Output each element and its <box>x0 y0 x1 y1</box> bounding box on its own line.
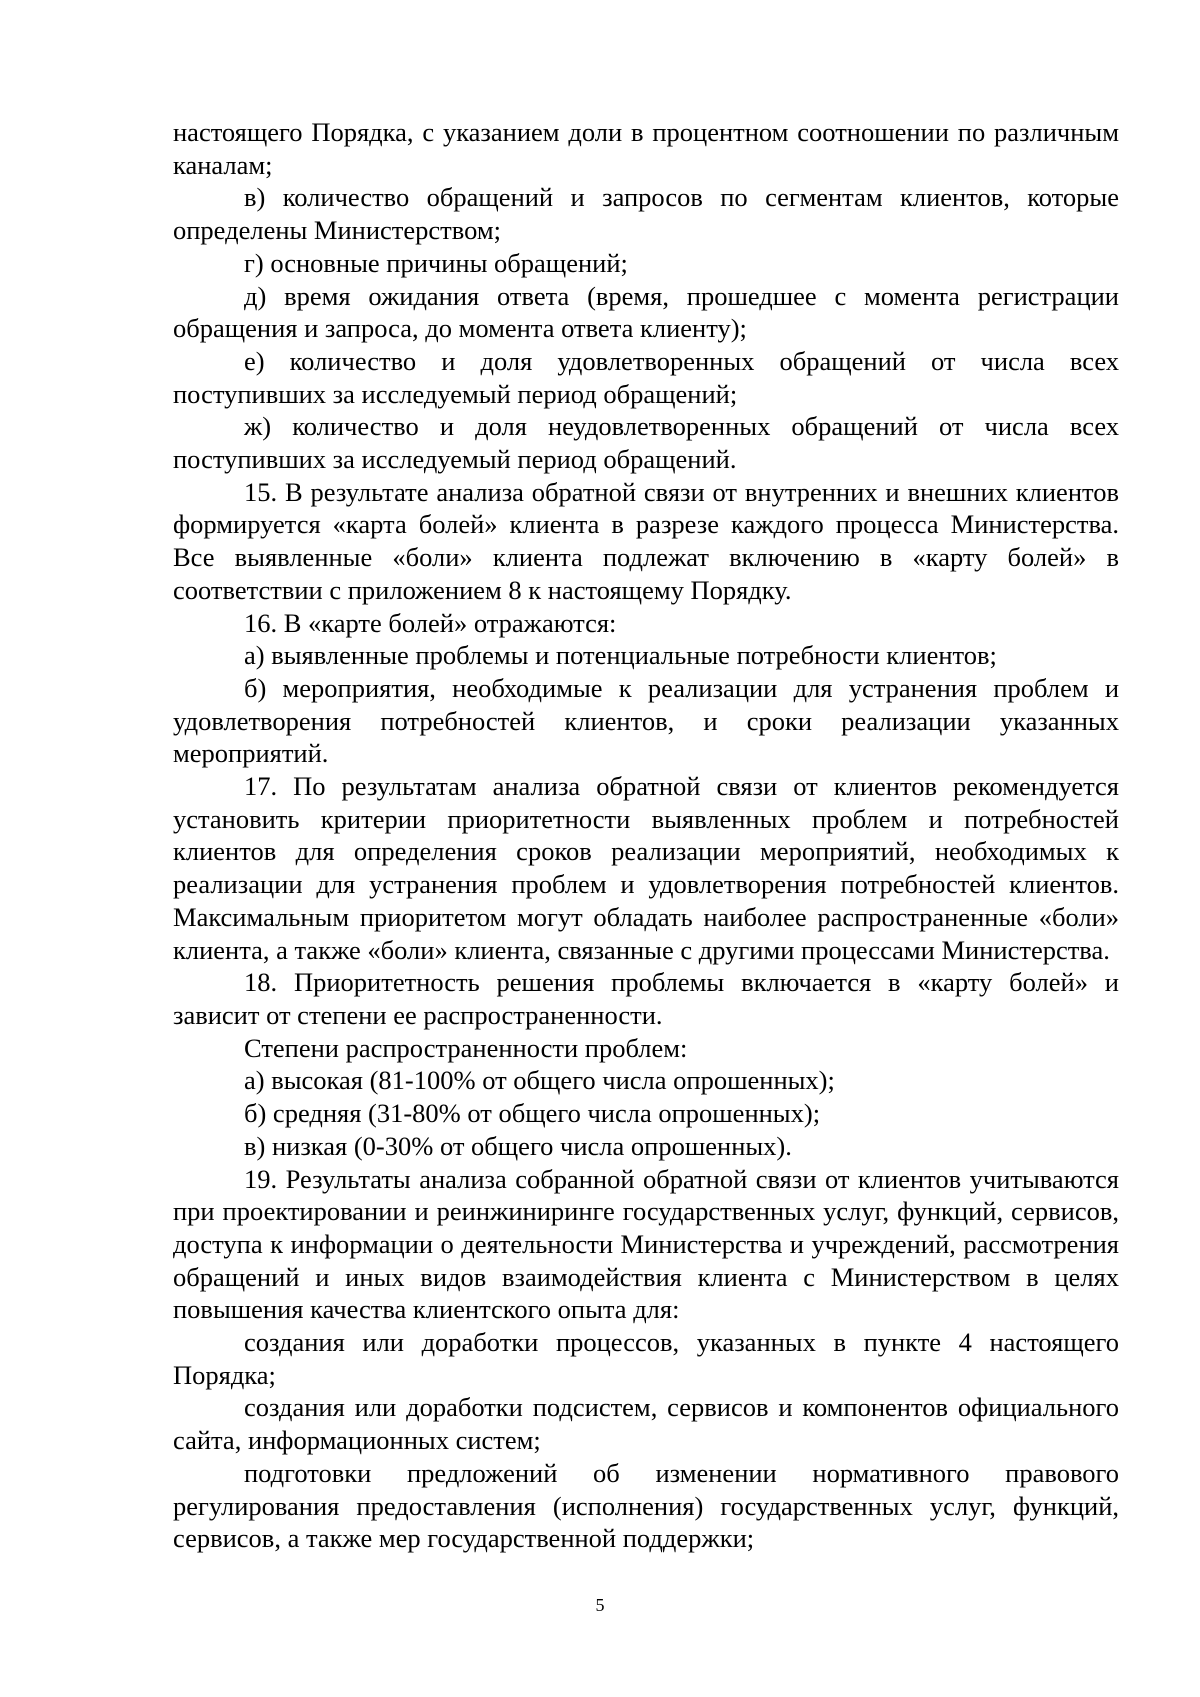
paragraph-continuation: настоящего Порядка, с указанием доли в процентном соотношении по различным каналам; <box>173 117 1119 180</box>
paragraph-degrees-heading: Степени распространенности проблем: <box>244 1032 688 1063</box>
paragraph-clause-16: 16. В «карте болей» отражаются: <box>244 607 617 638</box>
paragraph-clause-19-processes: создания или доработки процессов, указанных в пункте 4 настоящего Порядка; <box>173 1327 1119 1390</box>
paragraph-clause-15: 15. В результате анализа обратной связи от внутренних и внешних клиентов формируется «карта болей» клиента в разрезе каждого процесса Министерства. Все выявленные «боли» клиента подлежат включению в «карту болей» в соответствии с приложением 8 к настоящему Порядку. <box>173 476 1119 605</box>
document-body <box>173 116 1119 1555</box>
paragraph-degree-medium: б) средняя (31-80% от общего числа опрошенных); <box>244 1098 821 1129</box>
page-number: 5 <box>595 1595 605 1615</box>
paragraph-clause-19-proposals: подготовки предложений об изменении нормативного правового регулирования предоставления (исполнения) государственных услуг, функций, сервисов, а также мер государственной поддержки; <box>173 1457 1119 1554</box>
paragraph-item-e: е) количество и доля удовлетворенных обращений от числа всех поступивших за исследуемый период обращений; <box>173 345 1119 409</box>
paragraph-clause-18: 18. Приоритетность решения проблемы включается в «карту болей» и зависит от степени ее распространенности. <box>173 967 1119 1030</box>
paragraph-degree-high: а) высокая (81-100% от общего числа опрошенных); <box>244 1065 835 1096</box>
paragraph-item-g: г) основные причины обращений; <box>244 247 628 278</box>
paragraph-clause-19-subsystems: создания или доработки подсистем, сервисов и компонентов официального сайта, информационных систем; <box>173 1392 1119 1456</box>
paragraph-clause-16-a: а) выявленные проблемы и потенциальные потребности клиентов; <box>244 640 997 671</box>
paragraph-item-zh: ж) количество и доля неудовлетворенных обращений от числа всех поступивших за исследуемый период обращений. <box>173 411 1119 475</box>
paragraph-clause-19: 19. Результаты анализа собранной обратной связи от клиентов учитываются при проектировании и реинжиниринге государственных услуг, функций, сервисов, доступа к информации о деятельности Министерства и учреждений, рассмотрения обращений и иных видов взаимодействия клиента с Министерством в целях повышения качества клиентского опыта для: <box>173 1163 1119 1325</box>
paragraph-item-v: в) количество обращений и запросов по сегментам клиентов, которые определены Министерством; <box>173 182 1119 246</box>
paragraph-item-d: д) время ожидания ответа (время, прошедшее с момента регистрации обращения и запроса, до момента ответа клиенту); <box>173 280 1119 344</box>
paragraph-clause-17: 17. По результатам анализа обратной связи от клиентов рекомендуется установить критерии приоритетности выявленных проблем и потребностей клиентов для определения сроков реализации мероприятий, необходимых к реализации для устранения проблем и удовлетворения потребностей клиентов. Максимальным приоритетом могут обладать наиболее распространенные «боли» клиента, а также «боли» клиента, связанные с другими процессами Министерства. <box>173 771 1119 965</box>
paragraph-clause-16-b: б) мероприятия, необходимые к реализации для устранения проблем и удовлетворения потребностей клиентов, и сроки реализации указанных мероприятий. <box>173 672 1119 769</box>
paragraph-degree-low: в) низкая (0-30% от общего числа опрошенных). <box>244 1130 792 1161</box>
